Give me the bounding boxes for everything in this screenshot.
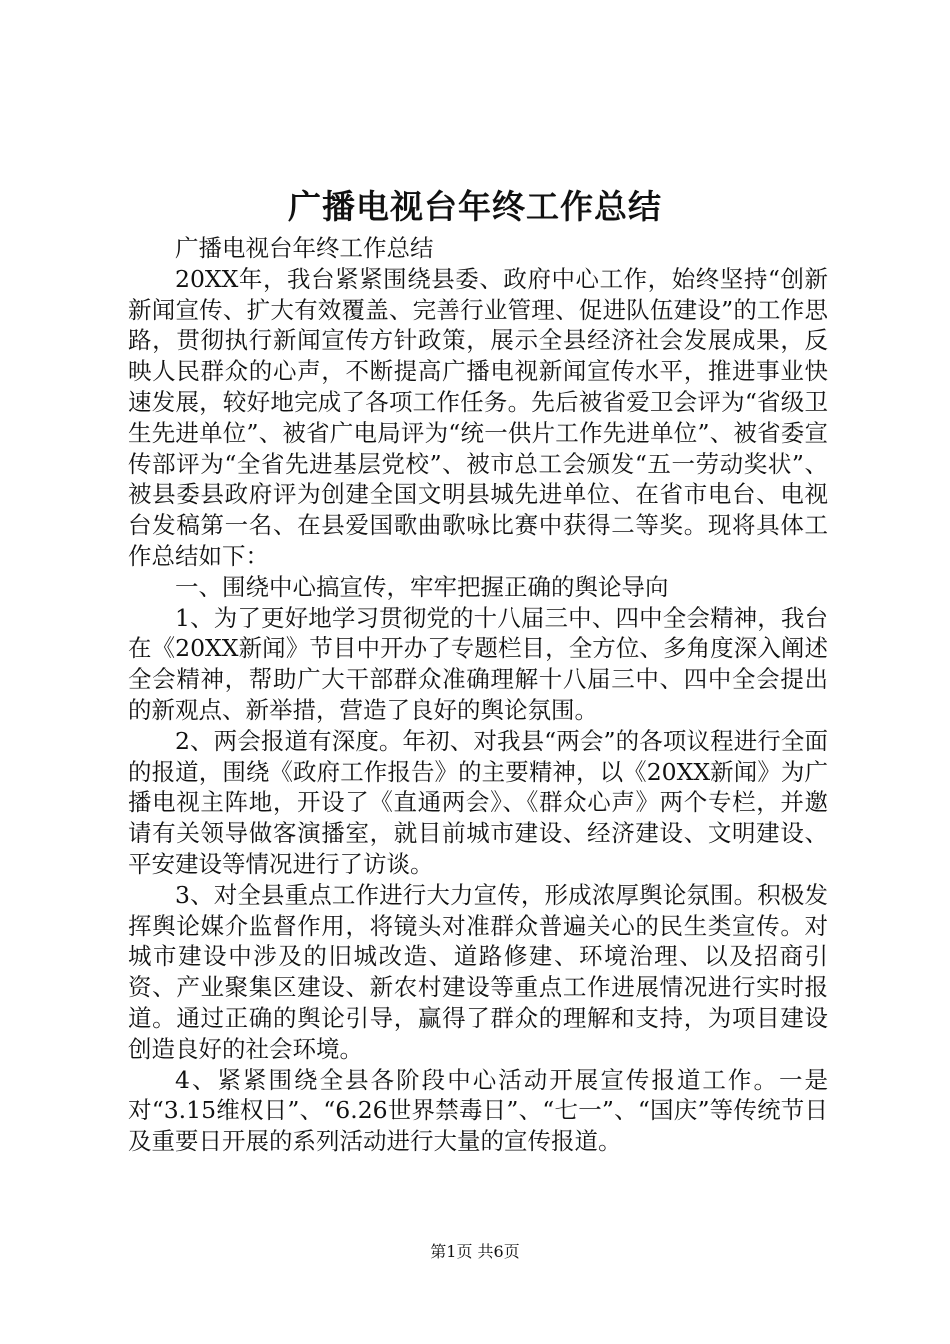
paragraph-subtitle: 广播电视台年终工作总结 xyxy=(175,234,434,262)
paragraph-intro: 20XX年，我台紧紧围绕县委、政府中心工作，始终坚持“创新新闻宣传、扩大有效覆盖、完善行业管理、促进队伍建设”的工作思路，贯彻执行新闻宣传方针政策，展示全县经济社会发展成果，反映人民群众的心声，不断提高广播电视新闻宣传水平，推进事业快速发展，较好地完成了各项工作任务。先后被省爱卫会评为“省级卫生先进单位”、被省广电局评为“统一供片工作先进单位”、被省委宣传部评为“全省先进基层党校”、被市总工会颁发“五一劳动奖状”、被县委县政府评为创建全国文明县城先进单位、在省市电台、电视台发稿第一名、在县爱国歌曲歌咏比赛中获得二等奖。现将具体工作总结如下： xyxy=(128,264,828,570)
document-body xyxy=(128,233,828,1157)
paragraph-item-4: 4、紧紧围绕全县各阶段中心活动开展宣传报道工作。一是对“3.15维权日”、“6.26世界禁毒日”、“七一”、“国庆”等传统节日及重要日开展的系列活动进行大量的宣传报道。 xyxy=(128,1065,828,1156)
paragraph-item-3: 3、对全县重点工作进行大力宣传，形成浓厚舆论氛围。积极发挥舆论媒介监督作用，将镜头对准群众普遍关心的民生类宣传。对城市建设中涉及的旧城改造、道路修建、环境治理、以及招商引资、产业聚集区建设、新农村建设等重点工作进展情况进行实时报道。通过正确的舆论引导，赢得了群众的理解和支持，为项目建设创造良好的社会环境。 xyxy=(128,880,828,1063)
page-footer: 第1页 共6页 xyxy=(430,1242,520,1261)
paragraph-item-2: 2、两会报道有深度。年初、对我县“两会”的各项议程进行全面的报道，围绕《政府工作报告》的主要精神，以《20XX新闻》为广播电视主阵地，开设了《直通两会》、《群众心声》两个专栏，并邀请有关领导做客演播室，就目前城市建设、经济建设、文明建设、平安建设等情况进行了访谈。 xyxy=(128,726,828,878)
section-heading-1: 一、围绕中心搞宣传，牢牢把握正确的舆论导向 xyxy=(175,572,669,601)
document-title: 广播电视台年终工作总结 xyxy=(288,187,662,226)
paragraph-item-1: 1、为了更好地学习贯彻党的十八届三中、四中全会精神，我台在《20XX新闻》节目中开办了专题栏目，全方位、多角度深入阐述全会精神，帮助广大干部群众准确理解十八届三中、四中全会提出的新观点、新举措，营造了良好的舆论氛围。 xyxy=(128,603,828,724)
